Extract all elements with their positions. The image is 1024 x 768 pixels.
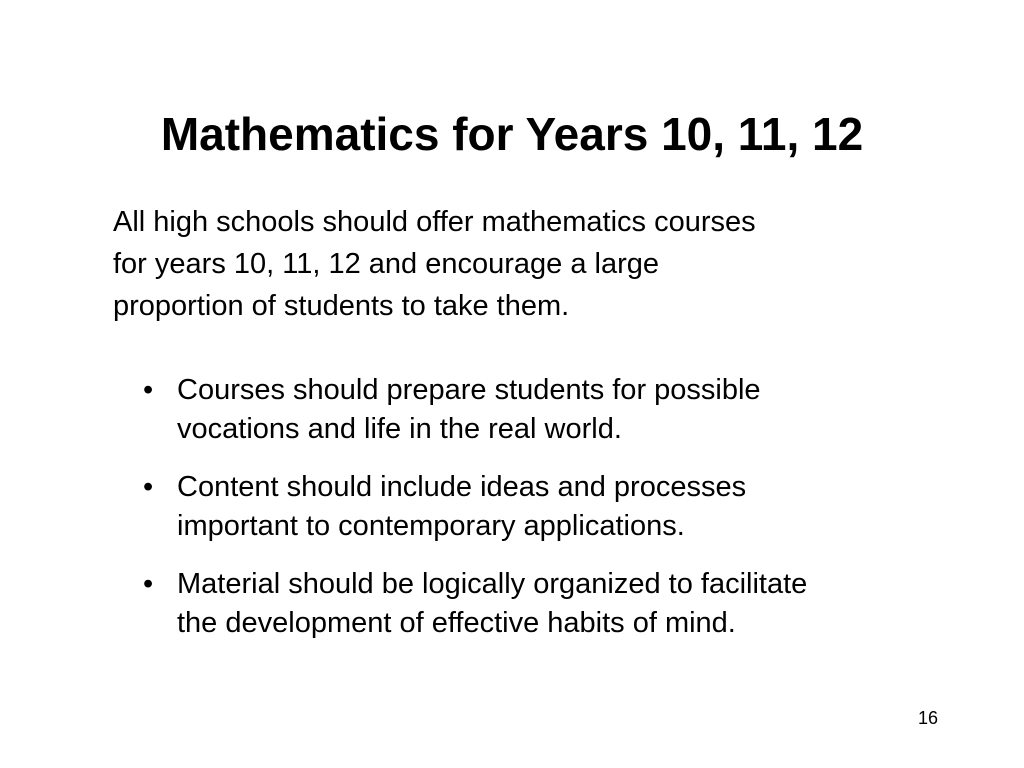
- intro-line: All high schools should offer mathematics courses: [113, 206, 756, 238]
- bullet-icon: •: [143, 568, 154, 600]
- slide-title: Mathematics for Years 10, 11, 12: [160, 108, 864, 160]
- bullet-line: Courses should prepare students for possible: [177, 374, 761, 406]
- intro-paragraph: [113, 201, 913, 327]
- intro-line: for years 10, 11, 12 and encourage a large: [113, 248, 660, 280]
- bullet-item: [143, 371, 963, 449]
- bullet-list: [143, 371, 963, 662]
- bullet-line: Material should be logically organized to facilitate: [177, 568, 808, 600]
- bullet-line: important to contemporary applications.: [177, 510, 685, 542]
- bullet-item: [143, 565, 963, 643]
- bullet-icon: •: [143, 374, 154, 406]
- bullet-line: Content should include ideas and processes: [177, 471, 747, 503]
- bullet-line: the development of effective habits of mind.: [177, 607, 736, 639]
- bullet-icon: •: [143, 471, 154, 503]
- intro-line: proportion of students to take them.: [113, 290, 570, 322]
- page-number: 16: [917, 708, 938, 728]
- bullet-item: [143, 468, 963, 546]
- bullet-line: vocations and life in the real world.: [177, 413, 622, 445]
